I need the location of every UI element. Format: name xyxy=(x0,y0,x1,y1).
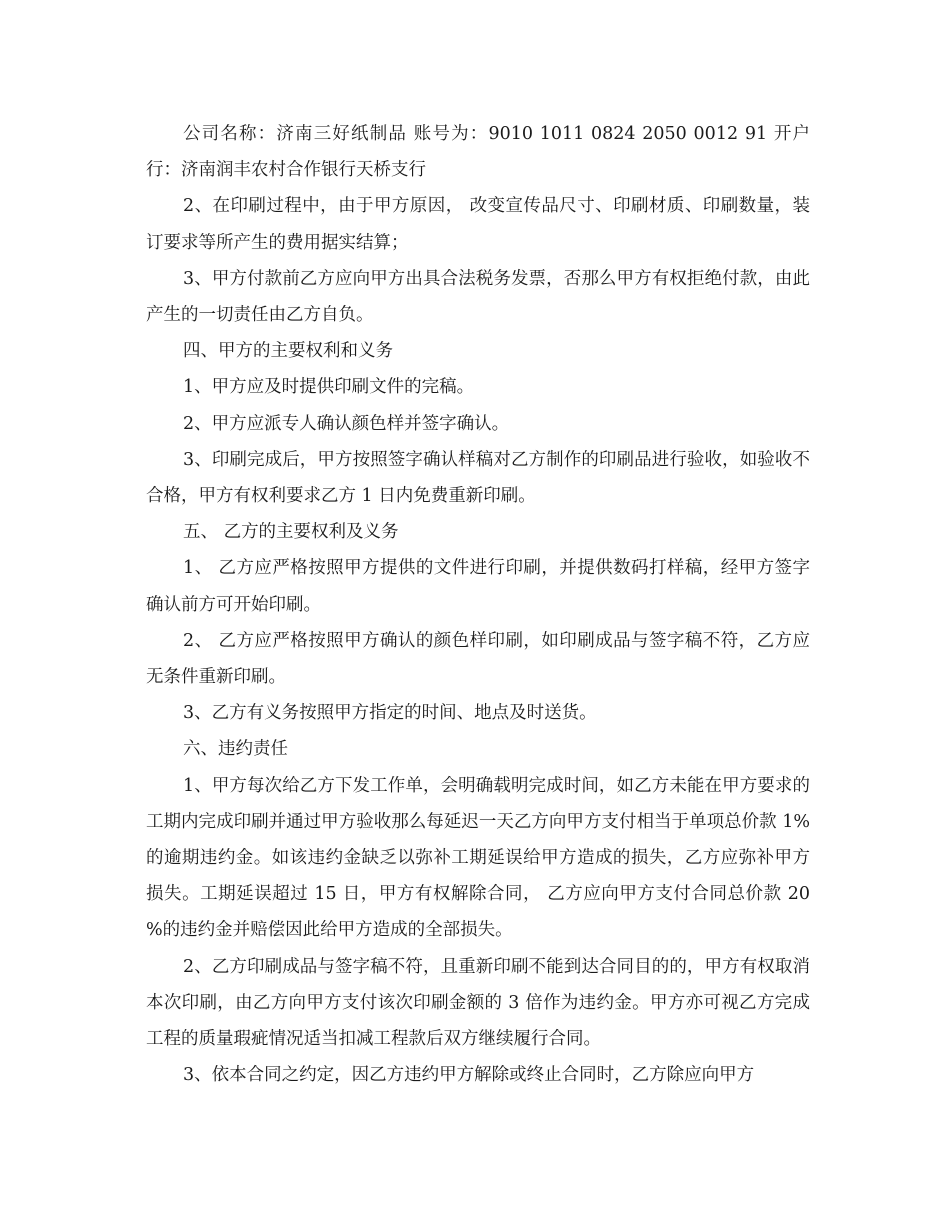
section-4-clause-3: 3、印刷完成后，甲方按照签字确认样稿对乙方制作的印刷品进行验收，如验收不合格，甲方有权利要求乙方 1 日内免费重新印刷。 xyxy=(146,449,810,507)
bank-account-info: 公司名称：济南三好纸制品 账号为：9010 1011 0824 2050 0012 91 开户行：济南润丰农村合作银行天桥支行 xyxy=(146,124,810,181)
section-4-clause-2: 2、甲方应派专人确认颜色样并签字确认。 xyxy=(183,413,510,434)
section-5-clause-1: 1、 乙方应严格按照甲方提供的文件进行印刷，并提供数码打样稿，经甲方签字确认前方可开始印刷。 xyxy=(146,558,810,615)
section-6-clause-3: 3、依本合同之约定，因乙方违约甲方解除或终止合同时，乙方除应向甲方 xyxy=(183,1065,755,1086)
document-body xyxy=(146,116,810,1093)
section-6-heading: 六、违约责任 xyxy=(183,739,288,760)
section-6-clause-1: 1、甲方每次给乙方下发工作单，会明确载明完成时间，如乙方未能在甲方要求的工期内完成印刷并通过甲方验收那么每延迟一天乙方向甲方支付相当于单项总价款 1%的逾期违约金。如该违约金缺乏以弥补工期延误给甲方造成的损失，乙方应弥补甲方损失。工期延误超过 15 日，甲方有权解除合同， 乙方应向甲方支付合同总价款 20 %的违约金并赔偿因此给甲方造成的全部损失。 xyxy=(146,775,810,941)
section-4-clause-1: 1、甲方应及时提供印刷文件的完稿。 xyxy=(183,377,475,398)
section-5-heading: 五、 乙方的主要权利及义务 xyxy=(183,522,399,543)
section-4-heading: 四、甲方的主要权利和义务 xyxy=(183,341,393,362)
clause-3-invoice: 3、甲方付款前乙方应向甲方出具合法税务发票，否那么甲方有权拒绝付款，由此产生的一切责任由乙方自负。 xyxy=(146,268,810,326)
section-5-clause-2: 2、 乙方应严格按照甲方确认的颜色样印刷，如印刷成品与签字稿不符，乙方应无条件重新印刷。 xyxy=(146,630,810,688)
clause-2-cost-changes: 2、在印刷过程中，由于甲方原因， 改变宣传品尺寸、印刷材质、印刷数量，装订要求等所产生的费用据实结算； xyxy=(146,196,810,253)
section-5-clause-3: 3、乙方有义务按照甲方指定的时间、地点及时送货。 xyxy=(183,703,597,724)
section-6-clause-2: 2、乙方印刷成品与签字稿不符，且重新印刷不能到达合同目的的，甲方有权取消本次印刷，由乙方向甲方支付该次印刷金额的 3 倍作为违约金。甲方亦可视乙方完成工程的质量瑕疵情况适当扣减工程款后双方继续履行合同。 xyxy=(146,956,810,1050)
